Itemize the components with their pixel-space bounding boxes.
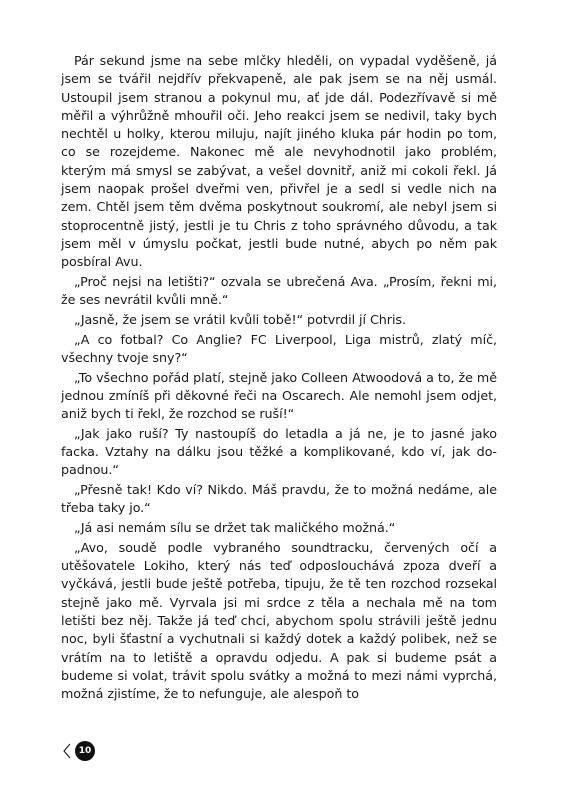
paragraph-2: „Proč nejsi na letišti?“ ozvala se ubrečená Ava. „Prosím, řekni mi, že ses nevrátil kvůli mně.“ <box>61 273 497 308</box>
page-number-badge: 10 <box>75 741 95 761</box>
page-footer <box>62 741 95 761</box>
chevron-left-icon <box>62 741 72 761</box>
paragraph-1: Pár sekund jsme na sebe mlčky hleděli, on vypadal vyděšeně, já jsem se tvářil nejdřív překvapeně, ale pak jsem se na něj usmál. Ustoupil jsem stranou a pokynul mu, ať jde dál. Podezřívavě si mě měřil a výhrůžně mhouřil oči. Jeho reakci jsem se nedivil, taky bych nechtěl u holky, kterou miluju, najít jiného kluka pár hodin po tom, co se rozejdeme. Nakonec mě ale nevyhodnotil jako problém, kterým má smysl se zabývat, a vešel dovnitř, aniž mi cokoli řekl. Já jsem naopak prošel dveřmi ven, přivřel je a sedl si vedle nich na zem. Chtěl jsem těm dvěma poskytnout soukromí, ale nebyl jsem si stoprocentně jistý, jestli je tu Chris z toho správného důvodu, a tak jsem měl v úmyslu počkat, jestli bude nutné, abych po něm pak posbíral Avu. <box>61 53 497 270</box>
paragraph-5: „To všechno pořád platí, stejně jako Colleen Atwoodová a to, že mě jednou zmíníš při děkovné řeči na Oscarech. Ale nemohl jsem odjet, aniž bych ti řekl, že rozchod se ruší!“ <box>61 369 497 422</box>
paragraph-3: „Jasně, že jsem se vrátil kvůli tobě!“ potvrdil jí Chris. <box>74 311 406 327</box>
paragraph-7: „Přesně tak! Kdo ví? Nikdo. Máš pravdu, že to možná nedáme, ale třeba taky jo.“ <box>61 482 497 516</box>
body-text <box>61 52 497 704</box>
paragraph-8: „Já asi nemám sílu se držet tak maličkého možná.“ <box>74 520 396 536</box>
paragraph-6: „Jak jako ruší? Ty nastoupíš do letadla a já ne, je to jasné jako facka. Vztahy na dálku jsou těžké a komplikované, kdo ví, jak dopadnou.“ <box>61 425 497 478</box>
paragraph-9: „Avo, soudě podle vybraného soundtracku, červených očí a utěšovatele Lokiho, který nás teď odposlouchává zpoza dveří a vyčkává, jestli bude ještě potřeba, tipuju, že tě ten rozchod rozsekal stejně jako mě. Vyrvala jsi mi srdce z těla a nechala mě na tom letišti bez něj. Takže já teď chci, abychom spolu strávili ještě jednu noc, byli šťastní a vychutnali si každý dotek a každý polibek, než se vrátím na to letiště a opravdu odjedu. A pak si budeme psát a budeme si volat, trávit spolu svátky a možná to mezi námi vyprchá, možná zjistíme, že to nefunguje, ale alespoň to <box>61 539 497 702</box>
paragraph-4: „A co fotbal? Co Anglie? FC Liverpool, Liga mistrů, zlatý míč, všechny tvoje sny?“ <box>61 331 497 365</box>
